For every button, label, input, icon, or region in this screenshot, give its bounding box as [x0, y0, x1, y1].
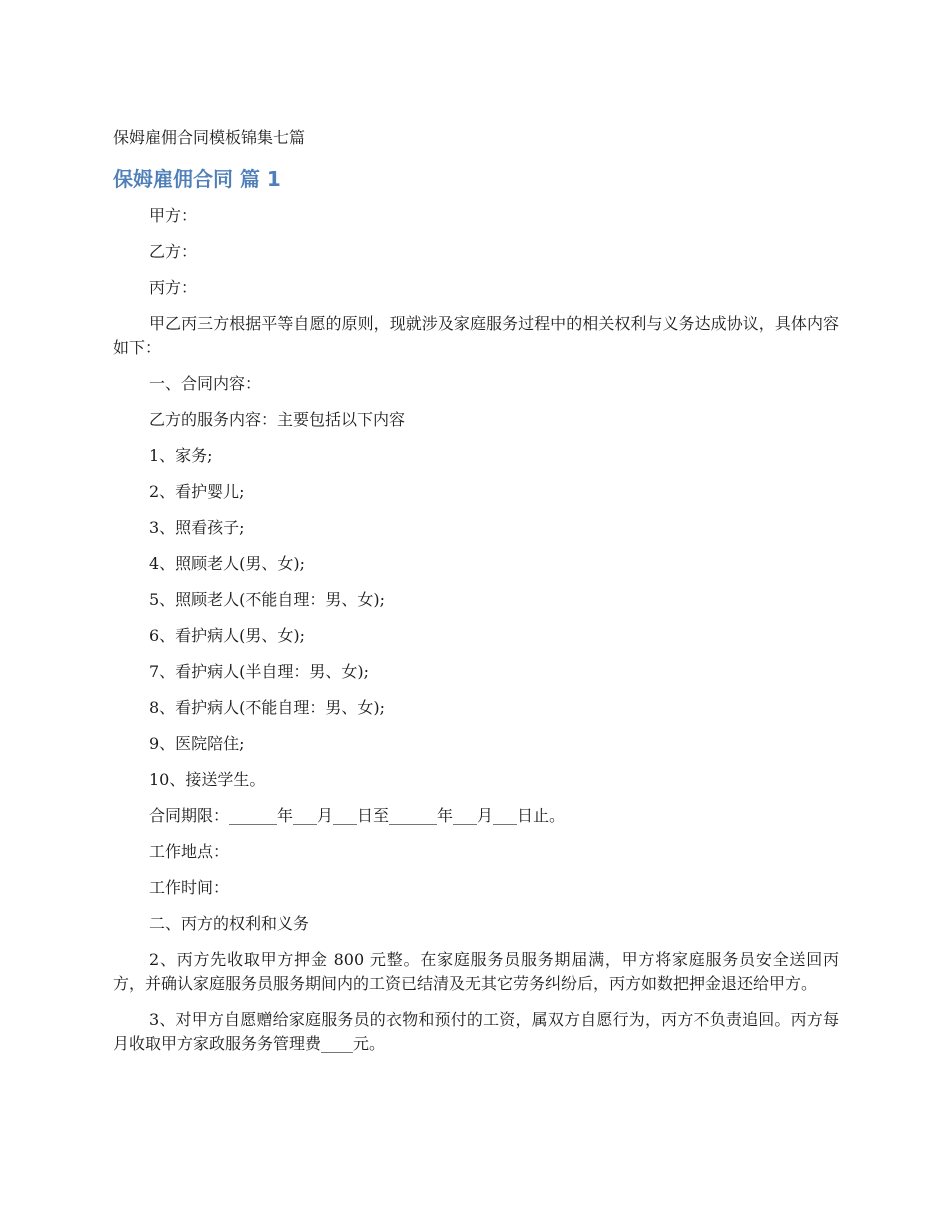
paragraph-contract-period: 合同期限：______年___月___日至______年___月___日止。 — [149, 806, 566, 825]
list-item: 3、照看孩子; — [149, 518, 245, 537]
paragraph-work-time: 工作时间： — [149, 878, 230, 897]
paragraph-gifts-fee: 3、对甲方自愿赠给家庭服务员的衣物和预付的工资，属双方自愿行为，丙方不负责追回。丙方每月收取甲方家政服务务管理费____元。 — [113, 1010, 839, 1053]
paragraph-party-a: 甲方： — [149, 206, 198, 225]
paragraph-party-b: 乙方： — [149, 242, 198, 261]
document-body — [113, 204, 839, 1068]
list-item: 1、家务; — [149, 446, 213, 465]
list-item: 4、照顾老人(男、女); — [149, 554, 306, 573]
list-item: 6、看护病人(男、女); — [149, 626, 306, 645]
paragraph-section-1: 一、合同内容： — [149, 374, 262, 393]
paragraph-intro: 甲乙丙三方根据平等自愿的原则，现就涉及家庭服务过程中的相关权利与义务达成协议，具体内容如下： — [113, 314, 839, 357]
paragraph-work-location: 工作地点： — [149, 842, 230, 861]
list-item: 7、看护病人(半自理：男、女); — [149, 662, 370, 681]
list-item: 10、接送学生。 — [149, 770, 266, 789]
section-heading: 保姆雇佣合同 篇 1 — [113, 167, 281, 191]
paragraph-service-content: 乙方的服务内容：主要包括以下内容 — [149, 410, 406, 429]
list-item: 8、看护病人(不能自理：男、女); — [149, 698, 386, 717]
list-item: 2、看护婴儿; — [149, 482, 245, 501]
list-item: 5、照顾老人(不能自理：男、女); — [149, 590, 386, 609]
paragraph-section-2: 二、丙方的权利和义务 — [149, 914, 310, 933]
paragraph-party-c: 丙方： — [149, 278, 198, 297]
document-title: 保姆雇佣合同模板锦集七篇 — [113, 128, 306, 147]
list-item: 9、医院陪住; — [149, 734, 245, 753]
paragraph-deposit: 2、丙方先收取甲方押金 800 元整。在家庭服务员服务期届满，甲方将家庭服务员安全送回丙方，并确认家庭服务员服务期间内的工资已结清及无其它劳务纠纷后，丙方如数把押金退还给甲方。 — [113, 950, 839, 993]
